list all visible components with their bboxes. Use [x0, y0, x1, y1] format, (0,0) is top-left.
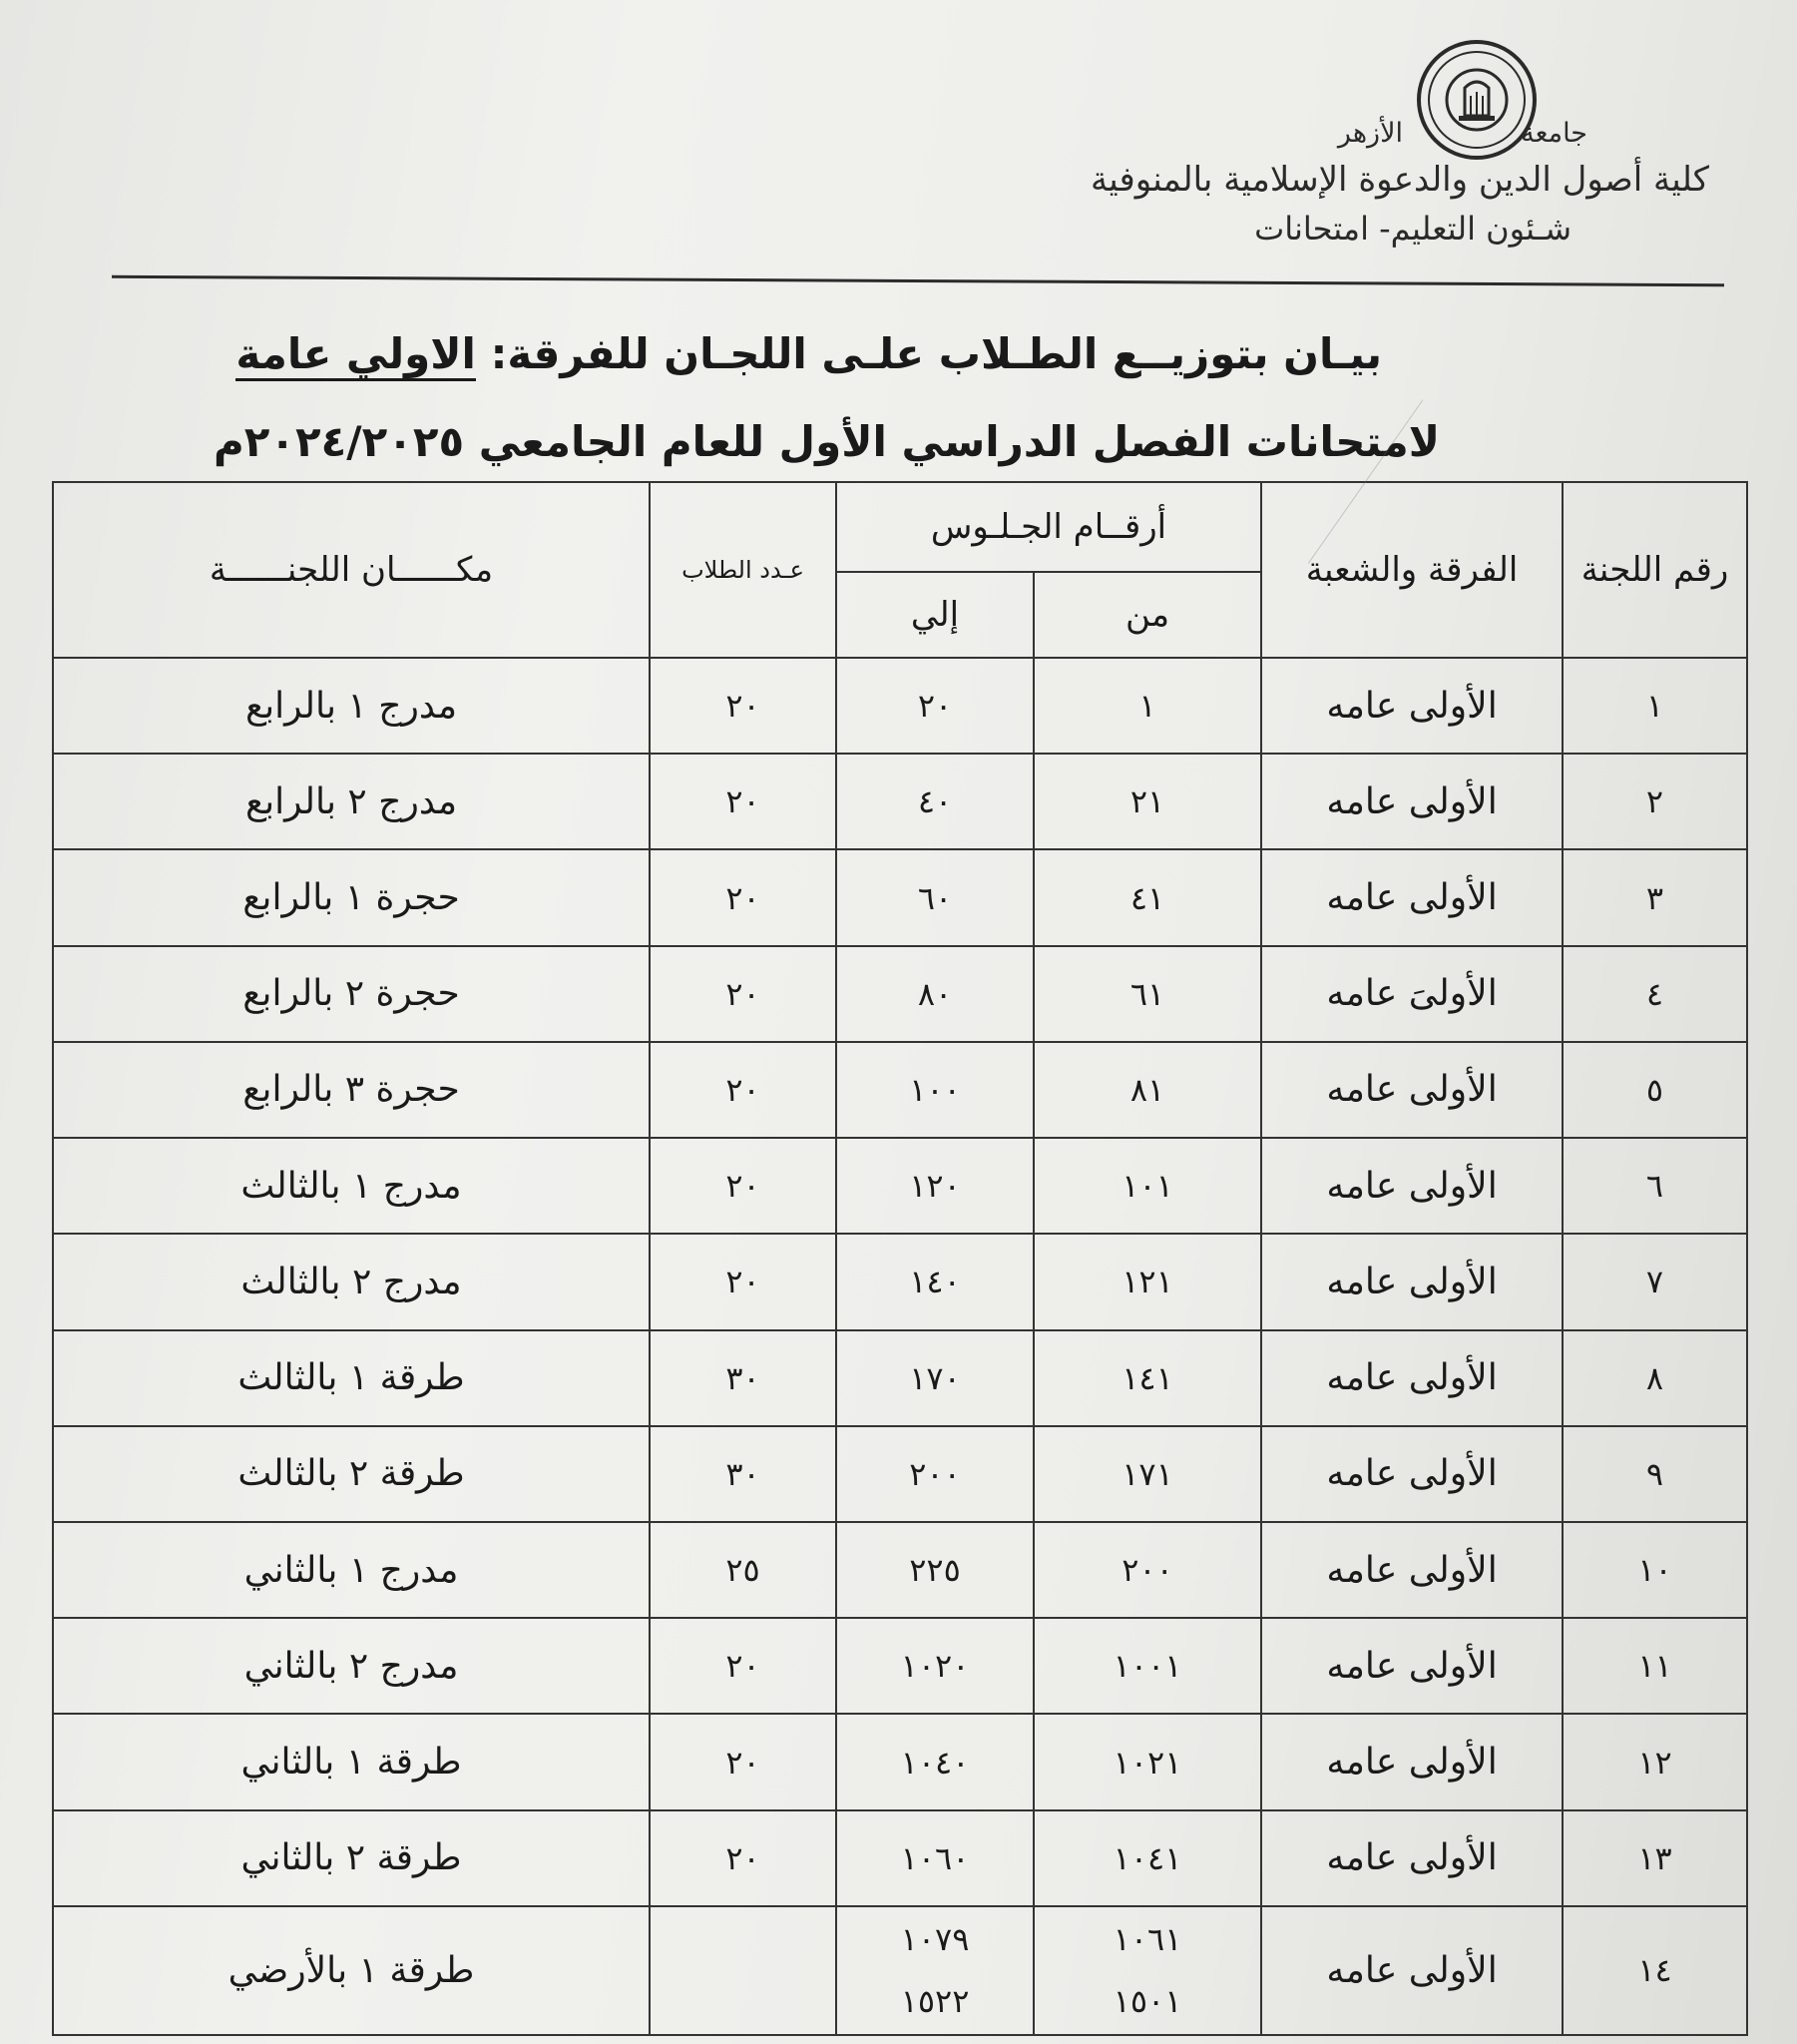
committees-table	[52, 481, 1748, 2036]
cell-seat-from: ١٢١	[1034, 1234, 1261, 1329]
table-row	[53, 1810, 1747, 1906]
cell-committee-no: ١٢	[1563, 1714, 1747, 1809]
header-location: مكــــــان اللجنــــــة	[53, 482, 650, 658]
table-row	[53, 658, 1747, 754]
document-title	[235, 329, 1382, 378]
cell-students-count: ٢٠	[650, 946, 836, 1042]
cell-class-section: الأولى عامه	[1261, 1714, 1563, 1809]
university-label: جامعة	[1521, 118, 1587, 149]
header-divider	[112, 275, 1724, 286]
cell-seat-to: ١٠٢٠	[836, 1618, 1034, 1714]
title-prefix: بيـان بتوزيــع الطـلاب علـى اللجـان للفرقة:	[475, 329, 1382, 378]
table-row	[53, 946, 1747, 1042]
cell-class-section: الأولى عامه	[1261, 1906, 1563, 2035]
cell-committee-no: ١٣	[1563, 1810, 1747, 1906]
cell-students-count: ٢٠	[650, 1138, 836, 1234]
cell-committee-no: ١١	[1563, 1618, 1747, 1714]
seat-to-range-1: ١٠٧٩	[900, 1920, 970, 1959]
cell-seat-to: ١٤٠	[836, 1234, 1034, 1329]
cell-seat-from: ٨١	[1034, 1042, 1261, 1138]
cell-class-section: الأولى عامه	[1261, 1234, 1563, 1329]
cell-class-section: الأولى عامه	[1261, 1042, 1563, 1138]
header-from: من	[1034, 572, 1261, 658]
cell-class-section: الأولى عامه	[1261, 849, 1563, 945]
table-row	[53, 1042, 1747, 1138]
cell-location: حجرة ٢ بالرابع	[53, 946, 650, 1042]
cell-seat-to: ٦٠	[836, 849, 1034, 945]
cell-students-count: ٢٠	[650, 1042, 836, 1138]
cell-students-count: ٣٠	[650, 1426, 836, 1522]
cell-seat-from: ٢١	[1034, 754, 1261, 849]
seat-to-range-2: ١٥٢٢	[900, 1982, 970, 2021]
table-row	[53, 754, 1747, 849]
cell-seat-to	[836, 1906, 1034, 2035]
cell-seat-from: ١٠٢١	[1034, 1714, 1261, 1809]
header-students-count: عـدد الطلاب	[650, 482, 836, 658]
cell-location: طرقة ٢ بالثاني	[53, 1810, 650, 1906]
cell-committee-no: ٢	[1563, 754, 1747, 849]
cell-students-count: ٢٠	[650, 754, 836, 849]
cell-location: طرقة ٢ بالثالث	[53, 1426, 650, 1522]
table-row	[53, 1234, 1747, 1329]
cell-seat-from: ٢٠٠	[1034, 1522, 1261, 1618]
cell-class-section: الأولى عامه	[1261, 1618, 1563, 1714]
cell-location: مدرج ١ بالثاني	[53, 1522, 650, 1618]
cell-students-count: ٢٠	[650, 1714, 836, 1809]
cell-location: طرقة ١ بالثالث	[53, 1330, 650, 1426]
cell-seat-to: ١٧٠	[836, 1330, 1034, 1426]
table-header-row	[53, 482, 1747, 572]
table-row	[53, 1426, 1747, 1522]
cell-location: مدرج ٢ بالثالث	[53, 1234, 650, 1329]
cell-seat-from	[1034, 1906, 1261, 2035]
table-row-last	[53, 1906, 1747, 2035]
seat-from-range-1: ١٠٦١	[1113, 1920, 1182, 1959]
department-name: شـئون التعليم- امتحانات	[1254, 210, 1572, 248]
cell-class-section: الأولى عامه	[1261, 1810, 1563, 1906]
cell-class-section: الأولىَ عامه	[1261, 946, 1563, 1042]
cell-committee-no: ١	[1563, 658, 1747, 754]
cell-committee-no: ٧	[1563, 1234, 1747, 1329]
cell-seat-from: ١٧١	[1034, 1426, 1261, 1522]
cell-location: مدرج ١ بالثالث	[53, 1138, 650, 1234]
cell-location: حجرة ١ بالرابع	[53, 849, 650, 945]
header-to: إلي	[836, 572, 1034, 658]
cell-committee-no: ٣	[1563, 849, 1747, 945]
cell-seat-to: ٢٠٠	[836, 1426, 1034, 1522]
table-row	[53, 1714, 1747, 1809]
cell-class-section: الأولى عامه	[1261, 1330, 1563, 1426]
cell-students-count: ٢٠	[650, 849, 836, 945]
cell-location: مدرج ١ بالرابع	[53, 658, 650, 754]
table-body	[53, 658, 1747, 2035]
cell-committee-no: ٤	[1563, 946, 1747, 1042]
cell-students-count: ٣٠	[650, 1330, 836, 1426]
cell-seat-to: ٢٠	[836, 658, 1034, 754]
cell-committee-no: ٩	[1563, 1426, 1747, 1522]
cell-students-count: ٢٠	[650, 658, 836, 754]
cell-seat-to: ١٠٠	[836, 1042, 1034, 1138]
seat-from-range-2: ١٥٠١	[1113, 1982, 1182, 2021]
cell-committee-no: ٨	[1563, 1330, 1747, 1426]
title-class-highlight: الاولي عامة	[235, 329, 476, 381]
cell-seat-from: ١	[1034, 658, 1261, 754]
cell-class-section: الأولى عامه	[1261, 1522, 1563, 1618]
cell-location: مدرج ٢ بالرابع	[53, 754, 650, 849]
header-committee-no: رقم اللجنة	[1563, 482, 1747, 658]
cell-seat-to: ٢٢٥	[836, 1522, 1034, 1618]
cell-location: طرقة ١ بالأرضي	[53, 1906, 650, 2035]
cell-seat-to: ٤٠	[836, 754, 1034, 849]
document-subtitle: لامتحانات الفصل الدراسي الأول للعام الجامعي ٢٠٢٤/٢٠٢٥م	[213, 417, 1440, 466]
cell-location: مدرج ٢ بالثاني	[53, 1618, 650, 1714]
table-row	[53, 1330, 1747, 1426]
cell-seat-from: ١٤١	[1034, 1330, 1261, 1426]
table-row	[53, 1522, 1747, 1618]
cell-class-section: الأولى عامه	[1261, 754, 1563, 849]
table-row	[53, 1138, 1747, 1234]
cell-committee-no: ٦	[1563, 1138, 1747, 1234]
cell-committee-no: ٥	[1563, 1042, 1747, 1138]
cell-students-count	[650, 1906, 836, 2035]
header-class-section: الفرقة والشعبة	[1261, 482, 1563, 658]
faculty-name: كلية أصول الدين والدعوة الإسلامية بالمنوفية	[1090, 160, 1709, 200]
cell-location: حجرة ٣ بالرابع	[53, 1042, 650, 1138]
cell-seat-from: ٤١	[1034, 849, 1261, 945]
cell-committee-no: ١٠	[1563, 1522, 1747, 1618]
cell-committee-no: ١٤	[1563, 1906, 1747, 2035]
cell-students-count: ٢٠	[650, 1810, 836, 1906]
cell-seat-to: ١٢٠	[836, 1138, 1034, 1234]
cell-seat-to: ١٠٦٠	[836, 1810, 1034, 1906]
cell-seat-from: ١٠٠١	[1034, 1618, 1261, 1714]
university-name: الأزهر	[1337, 118, 1403, 149]
cell-seat-to: ١٠٤٠	[836, 1714, 1034, 1809]
table-row	[53, 849, 1747, 945]
cell-students-count: ٢٥	[650, 1522, 836, 1618]
cell-location: طرقة ١ بالثاني	[53, 1714, 650, 1809]
cell-class-section: الأولى عامه	[1261, 658, 1563, 754]
cell-class-section: الأولى عامه	[1261, 1426, 1563, 1522]
cell-seat-from: ١٠٤١	[1034, 1810, 1261, 1906]
cell-seat-from: ٦١	[1034, 946, 1261, 1042]
cell-class-section: الأولى عامه	[1261, 1138, 1563, 1234]
header-seat-numbers: أرقــام الجـلـوس	[836, 482, 1261, 572]
cell-seat-from: ١٠١	[1034, 1138, 1261, 1234]
cell-students-count: ٢٠	[650, 1618, 836, 1714]
cell-students-count: ٢٠	[650, 1234, 836, 1329]
table-row	[53, 1618, 1747, 1714]
cell-seat-to: ٨٠	[836, 946, 1034, 1042]
